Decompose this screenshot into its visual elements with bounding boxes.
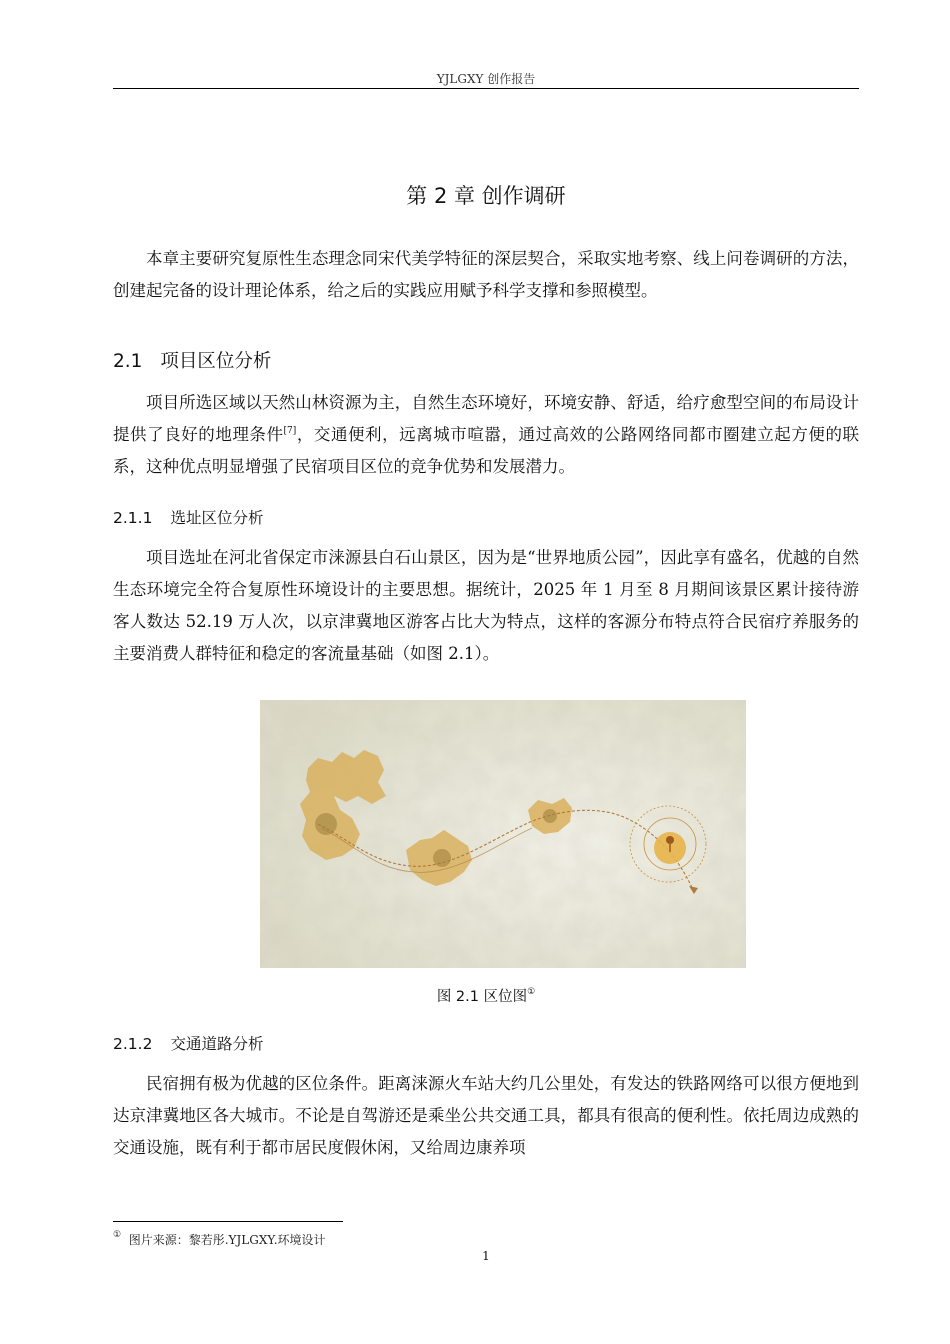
- section-heading-2-1-1: [113, 506, 263, 528]
- header-rule: [113, 88, 859, 89]
- section-2-1-paragraph: [113, 387, 859, 483]
- location-map-figure: [260, 700, 746, 968]
- section-heading-2-1-2: [113, 1032, 263, 1054]
- citation-reference[interactable]: [7]: [283, 426, 297, 436]
- intro-paragraph: 本章主要研究复原性生态理念同宋代美学特征的深层契合，采取实地考察、线上问卷调研的方法，创建起完备的设计理论体系，给之后的实践应用赋予科学支撑和参照模型。: [113, 249, 859, 300]
- section-2-1-2-paragraph: 民宿拥有极为优越的区位条件。距离涞源火车站大约几公里处，有发达的铁路网络可以很方便地到达京津冀地区各大城市。不论是自驾游还是乘坐公共交通工具，都具有很高的便利性。依托周边成熟的交通设施，既有利于都市居民度假休闲，又给周边康养项: [113, 1074, 859, 1157]
- footnote-rule: [113, 1221, 343, 1222]
- chapter-title: 第 2 章 创作调研: [406, 184, 566, 208]
- section-number: 2.1.2: [113, 1035, 153, 1053]
- footnote: [113, 1231, 326, 1248]
- running-header: YJLGXY 创作报告: [436, 72, 536, 86]
- section-number: 2.1: [113, 351, 143, 372]
- section-2-1-1-paragraph: 项目选址在河北省保定市涞源县白石山景区，因为是“世界地质公园”，因此享有盛名，优越的自然生态环境完全符合复原性环境设计的主要思想。据统计，2025 年 1 月至 8 月期间该景区累计接待游客人数达 52.19 万人次，以京津冀地区游客占比大为特点，这样的客源分布特点符合民宿疗养服务的主要消费人群特征和稳定的客流量基础（如图 2.1）。: [113, 548, 859, 663]
- caption-text: 图 2.1 区位图: [436, 989, 528, 1005]
- footnote-text: 图片来源：黎若彤.YJLGXY.环境设计: [128, 1233, 326, 1247]
- paragraph-text-continued: ，交通便利，远离城市喧嚣，通过高效的公路网络同都市圈建立起方便的联系，这种优点明显增强了民宿项目区位的竞争优势和发展潜力。: [113, 425, 860, 476]
- location-marker-icon: [543, 809, 557, 823]
- footnote-reference[interactable]: ①: [527, 987, 536, 997]
- location-marker-icon: [315, 813, 337, 835]
- page-number: 1: [482, 1249, 490, 1263]
- location-map-image: [260, 700, 746, 968]
- section-heading-2-1: [113, 347, 271, 373]
- section-number: 2.1.1: [113, 509, 153, 527]
- figure-caption: [113, 985, 859, 1006]
- section-title: 项目区位分析: [160, 351, 272, 372]
- pin-icon: [666, 836, 674, 844]
- section-title: 交通道路分析: [170, 1035, 264, 1053]
- location-marker-icon: [433, 849, 451, 867]
- section-title: 选址区位分析: [170, 509, 264, 527]
- paragraph-text: 项目所选区域以天然山林资源为主，自然生态环境好，环境安静、舒适，给疗愈型空间的布局设计提供了良好的地理条件: [113, 393, 859, 444]
- footnote-mark: ①: [113, 1230, 122, 1240]
